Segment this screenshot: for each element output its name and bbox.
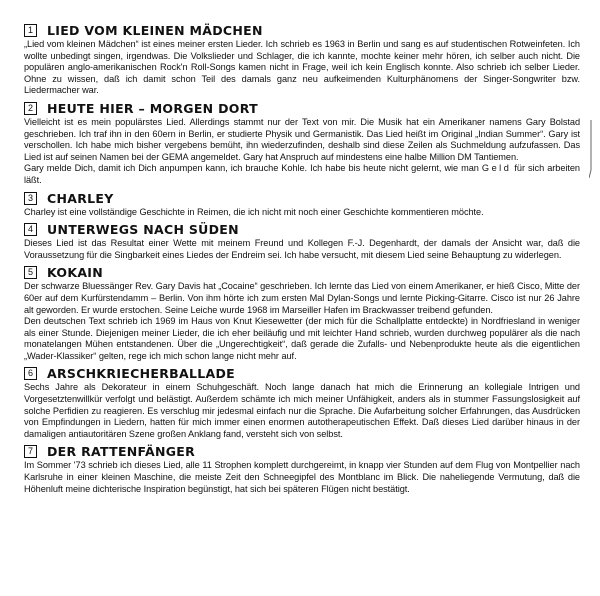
closing-text-start: Gary melde Dich, damit ich Dich anpumpen kann, ich brauche Kohle. Ich habe bis heute nicht gelernt, wie man [24,163,482,174]
section-1 [24,22,580,97]
section-title: DER RATTENFÄNGER [47,444,196,460]
section-heading [24,22,580,39]
section-number-box: 3 [24,192,37,205]
section-title: CHARLEY [47,190,114,206]
section-4 [24,221,580,261]
liner-notes-page [24,22,580,498]
closing-text-end: für sich arbeiten läßt. [24,163,580,185]
section-heading [24,365,580,382]
section-number-box: 2 [24,102,37,115]
section-title: HEUTE HIER – MORGEN DORT [47,100,258,116]
section-title: UNTERWEGS NACH SÜDEN [47,222,239,238]
paragraph: „Lied vom kleinen Mädchen“ ist eines meiner ersten Lieder. Ich schrieb es 1963 in Berlin und sang es auf studentischen Rotweinfeten. Ich wollte unbedingt singen, irgendwas. Die Volkslieder und Schlager, die ich kannte, mochte keiner mehr hören, ich selber auch nicht. Die populären anglo-amerikanischen Rock'n Roll-Songs kamen nicht in Frage, weil ich kein Englisch konnte. Also schrieb ich selber Lieder. Ohne zu wissen, daß ich damit schon Teil des damals ganz neu aufkeimenden Kulturphänomens der Singer-Songwriter bzw. Liedermacher war. [24,39,580,96]
section-number-box: 7 [24,445,37,458]
section-6 [24,365,580,440]
paragraph: Dieses Lied ist das Resultat einer Wette mit meinem Freund und Kollegen F.-J. Degenhardt, der damals der Ansicht war, daß die Voraussetzung für die Singbarkeit eines Liedes der Endreim sei. Ich habe versucht, mit diesem Lied seine Behauptung zu widerlegen. [24,238,580,260]
section-2 [24,100,580,187]
section-body [24,117,580,187]
closing-text-spaced-word: Geld [481,163,512,174]
section-5 [24,264,580,362]
page-edge-mark [589,120,593,178]
section-body [24,207,580,219]
section-title: ARSCHKRIECHERBALLADE [47,366,235,382]
paragraph: Den deutschen Text schrieb ich 1969 im Haus von Knut Kiesewetter (der mich für die Schallplatte entdeckte) in Nordfriesland in weniger als einer Stunde. Diejenigen meiner Lieder, die ich eher beiläufig und mit leichter Hand schrieb, wurden durchweg populärer als die nach monatelangen Mühen entstandenen. Über die „Ungerechtigkeit“, daß gerade die Zufalls- und Nebenprodukte heute als die eigentlichen „Wader-Klassiker“ gelten, rege ich mich schon lange nicht mehr auf. [24,316,580,361]
paragraph: Vielleicht ist es mein populärstes Lied. Allerdings stammt nur der Text von mir. Die Musik hat ein Amerikaner namens Gary Bolstad geschrieben. Ich traf ihn in den 60ern in Berlin, er studierte Physik und Germanistik. Das Lied heißt im Original „Indian Summer“. Gary ist verschollen. Ich habe mich bisher vergebens bemüht, ihn wiederzufinden, deshalb sind diese Zeilen als Suchmeldung aufzufassen. Das Lied ist auf seinen Namen bei der GEMA angemeldet. Gary hat Anspruch auf mindestens eine halbe Million DM Tantiemen. [24,116,580,162]
section-number-box: 5 [24,266,37,279]
section-number-box: 1 [24,24,37,37]
section-body [24,460,580,495]
paragraph-closing [24,163,580,186]
paragraph: Charley ist eine vollständige Geschichte in Reimen, die ich nicht mit noch einer Geschichte kommentieren möchte. [24,206,484,217]
paragraph: Der schwarze Bluessänger Rev. Gary Davis hat „Cocaine“ geschrieben. Ich lernte das Lied von einem Amerikaner, er hieß Cisco, Mitte der 60er auf dem Kurfürstendamm – Berlin. Von ihm hörte ich zum ersten Mal Dylan-Songs und lernte Picking-Gitarre. Cisco ist nur 26 Jahre alt geworden. Er wurde erstochen. Seine Leiche wurde 1968 im Marseiller Hafen im Brackwasser treibend gefunden. [24,281,580,315]
section-7 [24,443,580,495]
section-heading [24,100,580,117]
section-title: KOKAIN [47,265,104,281]
section-body [24,238,580,261]
section-body [24,39,580,97]
section-heading [24,443,580,460]
section-title: LIED VOM KLEINEN MÄDCHEN [47,23,263,38]
section-heading [24,190,580,207]
section-number-box: 6 [24,367,37,380]
section-number-box: 4 [24,223,37,236]
section-body [24,382,580,440]
section-body [24,281,580,362]
paragraph: Sechs Jahre als Dekorateur in einem Schuhgeschäft. Noch lange danach hat mich die Erinnerung an kollegiale Intrigen und Vorgesetztenwillkür verfolgt und belästigt. Außerdem schämte ich mich meiner Unfähigkeit, anders als in stummer Fassungslosigkeit auf solche Perfidien zu reagieren. Es verschlug mir jedesmal einfach nur die Sprache. Die Aufarbeitung solcher Erfahrungen, das Ausdrücken von Empfindungen in Liedern, hatten für mich immer einen enormen autotherapeutischen Effekt. Daß dieses Lied darüber hinaus in der damaligen antiautoritären Szene großen Anklang fand, versteht sich von selbst. [24,382,580,439]
paragraph: Im Sommer '73 schrieb ich dieses Lied, alle 11 Strophen komplett durchgereimt, in knapp vier Stunden auf dem Flug von Montpellier nach Karlsruhe in einer kleinen Maschine, die meiste Zeit den Schneegipfel des Montblanc im Blick. Die naheliegende Vermutung, daß die Höhenluft meine dichterische Inspiration begünstigt, hat sich bei späteren Flügen nicht bestätigt. [24,460,580,494]
section-heading [24,221,580,238]
section-heading [24,264,580,281]
section-3 [24,190,580,219]
